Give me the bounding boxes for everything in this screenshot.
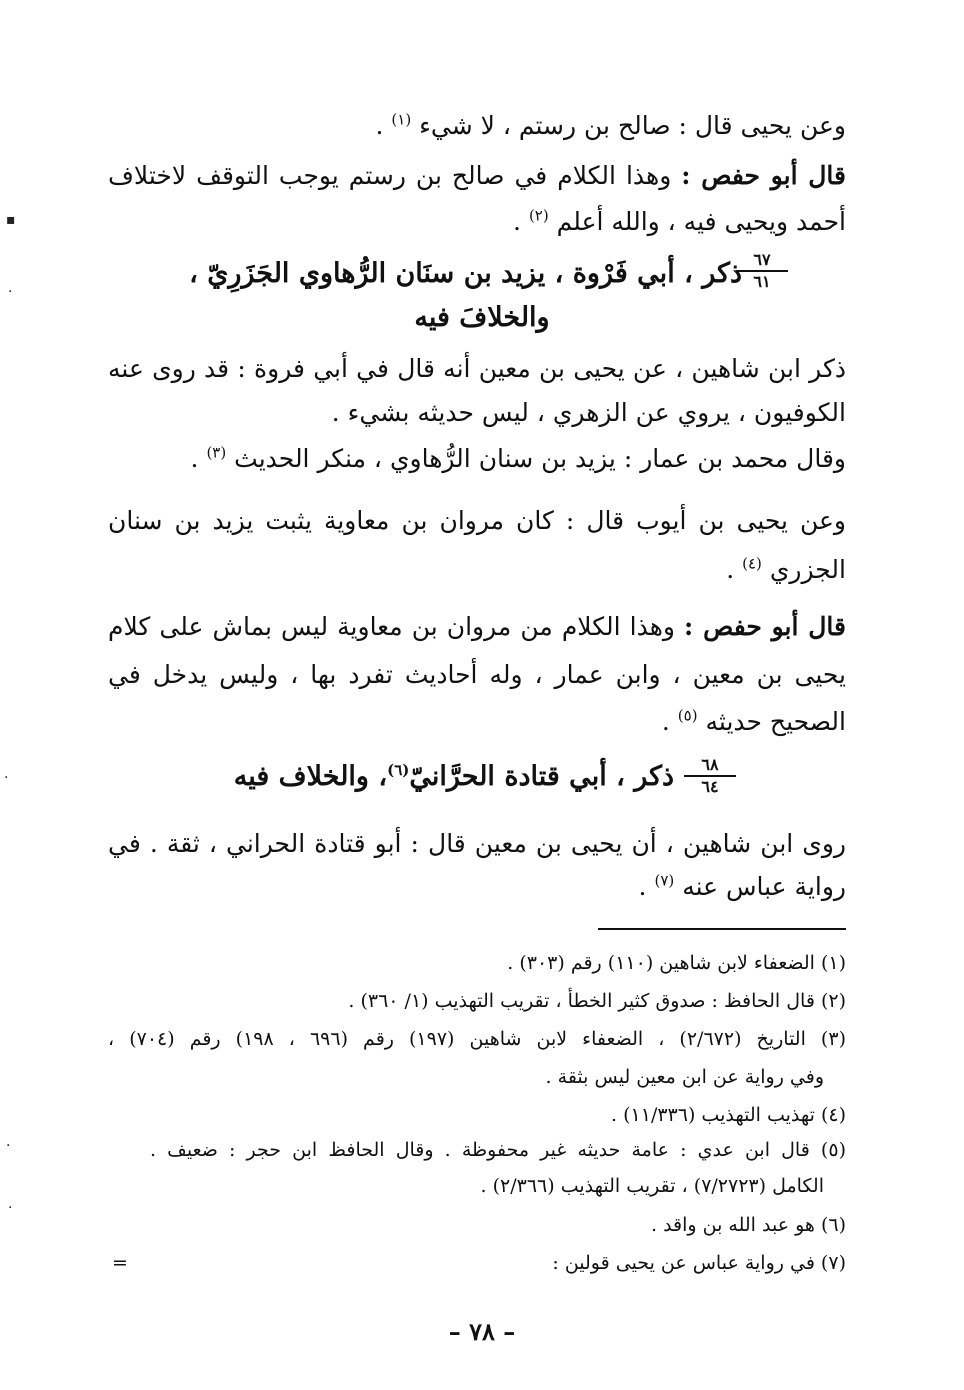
footnote-7: (٧) في رواية عباس عن يحيى قولين : — [552, 1252, 846, 1274]
footnote-ref: (٦) — [387, 761, 410, 779]
scan-speck: · — [8, 1200, 13, 1216]
footnote-5: (٥) قال ابن عدي : عامة حديثه غير محفوظة . وقال الحافظ ابن حجر : ضعيف . — [150, 1139, 846, 1161]
text-span: يحيى بن معين ، وابن عمار ، وله أحاديث تفرد بها ، وليس يدخل في — [108, 660, 846, 689]
scan-speck: · — [4, 770, 9, 786]
footnote-separator — [598, 928, 846, 930]
text-span: ذكر ابن شاهين ، عن يحيى بن معين أنه قال في أبي فروة : قد روى عنه — [108, 354, 846, 383]
continuation-mark: = — [112, 1252, 128, 1274]
entry-number-fraction — [684, 755, 736, 797]
text-span: . — [726, 555, 735, 584]
text-span: وقال محمد بن عمار : يزيد بن سنان الرُّهاوي ، منكر الحديث — [234, 444, 846, 473]
text-line — [513, 203, 846, 241]
page-number: – ٧٨ – — [448, 1317, 516, 1346]
footnote-ref: (٥) — [677, 706, 698, 725]
scan-speck: · — [8, 284, 13, 300]
entry-subnumber: ٦٤ — [701, 777, 719, 796]
text-line — [108, 157, 846, 195]
entry-number: ٦٧ — [736, 250, 788, 272]
entry-number: ٦٨ — [684, 755, 736, 777]
footnote-ref: (٤) — [742, 554, 762, 573]
text-line — [662, 703, 846, 741]
text-line — [376, 107, 846, 145]
text-span: . — [513, 207, 521, 236]
text-line — [108, 656, 846, 694]
text-span: . — [661, 707, 670, 736]
footnote-1: (١) الضعفاء لابن شاهين (١١٠) رقم (٣٠٣) . — [507, 952, 846, 974]
entry-subnumber: ٦١ — [753, 272, 771, 291]
footnote-4: (٤) تهذيب التهذيب (١١/٣٣٦) . — [611, 1104, 846, 1126]
text-span: وهذا الكلام في صالح بن رستم يوجب التوقف لاختلاف — [108, 161, 672, 190]
text-line — [108, 608, 846, 646]
text-line — [726, 551, 846, 589]
footnote-3: (٣) التاريخ (٢/٦٧٢) ، الضعفاء لابن شاهين (١٩٧) رقم (٦٩٦ ، ١٩٨) رقم (٧٠٤) ، — [108, 1028, 846, 1050]
text-span: . — [375, 111, 384, 140]
text-span: . — [190, 444, 199, 473]
text-span: روى ابن شاهين ، أن يحيى بن معين قال : أبو قتادة الحراني ، ثقة . في — [108, 829, 846, 858]
text-span: الجزري — [769, 555, 846, 584]
footnote-ref: (١) — [391, 110, 412, 129]
text-span: رواية عباس عنه — [682, 872, 846, 901]
footnote-ref: (٣) — [206, 443, 227, 462]
section-heading-continued: والخلافَ فيه — [414, 302, 550, 333]
text-span: الصحيح حديثه — [705, 707, 846, 736]
text-span: وعن يحيى قال : صالح بن رستم ، لا شيء — [419, 111, 846, 140]
section-heading — [234, 757, 674, 797]
footnote-ref: (٢) — [528, 206, 549, 225]
speaker-label: قال أبو حفص : — [681, 161, 847, 190]
text-line — [108, 502, 846, 540]
scan-speck: · — [6, 1138, 11, 1154]
footnote-5-continued: الكامل (٧/٢٧٢٣) ، تقريب التهذيب (٢/٣٦٦) . — [480, 1175, 824, 1197]
footnote-2: (٢) قال الحافظ : صدوق كثير الخطأ ، تقريب التهذيب (١/ ٣٦٠) . — [348, 990, 846, 1012]
text-span: . — [638, 872, 647, 901]
text-line — [191, 440, 846, 478]
text-line — [108, 350, 846, 388]
text-span: وعن يحيى بن أيوب قال : كان مروان بن معاوية يثبت يزيد بن سنان — [108, 506, 846, 535]
footnote-3-continued: وفي رواية عن ابن معين ليس بثقة . — [545, 1066, 824, 1088]
scan-speck: ▪ — [6, 212, 16, 228]
text-line — [108, 825, 846, 863]
text-span: الكوفيون ، يروي عن الزهري ، ليس حديثه بشيء . — [331, 398, 846, 427]
text-line — [332, 394, 846, 432]
text-line — [639, 868, 846, 906]
text-span: أحمد ويحيى فيه ، والله أعلم — [556, 207, 846, 236]
section-heading: ذكر ، أبي فَرْوة ، يزيد بن سنَان الرُّهاوي الجَزَرِيّ ، — [189, 258, 742, 289]
heading-text: ذكر ، أبي قتادة الحرَّانيّ — [409, 761, 674, 792]
entry-number-fraction — [736, 250, 788, 292]
speaker-label: قال أبو حفص : — [684, 612, 846, 641]
heading-text: ، والخلاف فيه — [233, 761, 388, 792]
footnote-ref: (٧) — [654, 871, 675, 890]
text-span: وهذا الكلام من مروان بن معاوية ليس بماش على كلام — [108, 612, 675, 641]
footnote-6: (٦) هو عبد الله بن واقد . — [650, 1214, 846, 1236]
